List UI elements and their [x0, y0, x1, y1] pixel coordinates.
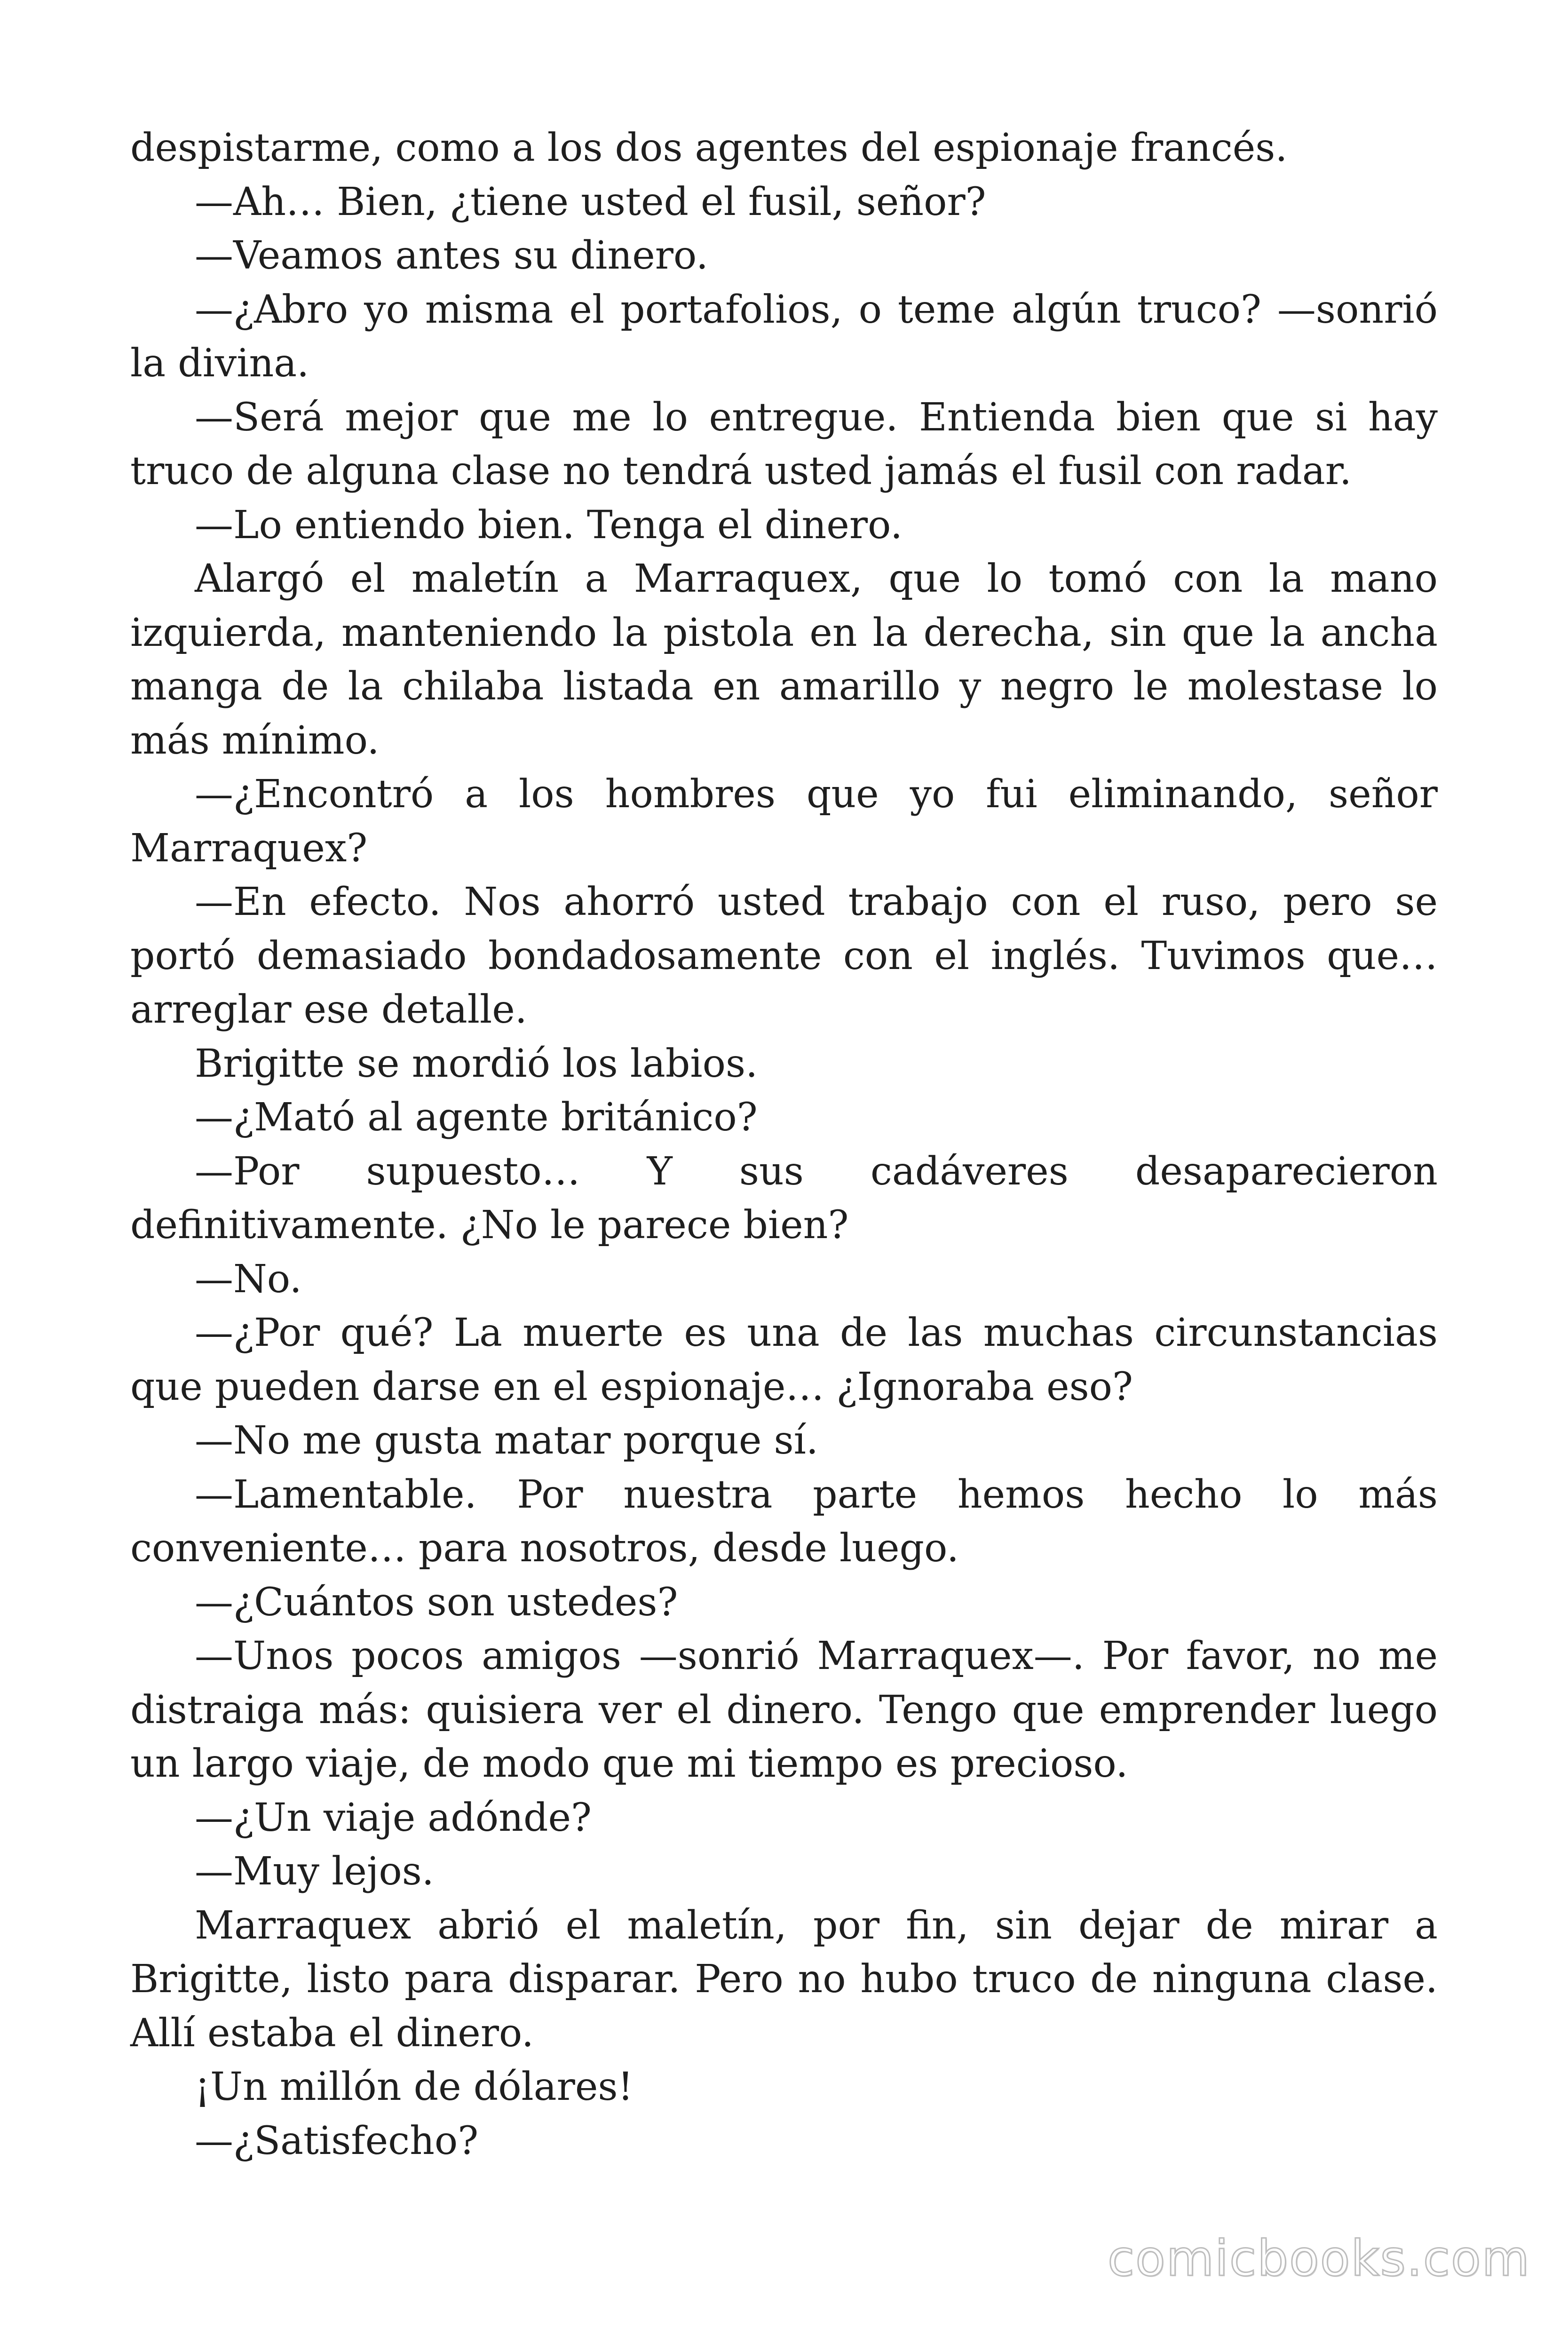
paragraph-2: —Ah… Bien, ¿tiene usted el fusil, señor?: [195, 179, 986, 224]
paragraph-17: —¿Cuántos son ustedes?: [195, 1580, 678, 1625]
paragraph-4: —¿Abro yo misma el portafolios, o teme algún truco? —sonrió la divina.: [130, 287, 1438, 386]
paragraph-11: —¿Mató al agente británico?: [195, 1095, 758, 1140]
paragraph-20: —Muy lejos.: [195, 1849, 434, 1894]
paragraph-3: —Veamos antes su dinero.: [195, 233, 708, 278]
paragraph-21: Marraquex abrió el maletín, por fin, sin dejar de mirar a Brigitte, listo para disparar. Pero no hubo truco de ninguna clase. Allí estaba el dinero.: [130, 1903, 1438, 2056]
paragraph-14: —¿Por qué? La muerte es una de las muchas circunstancias que pueden darse en el espionaje… ¿Ignoraba eso?: [130, 1311, 1438, 1409]
paragraph-1: despistarme, como a los dos agentes del espionaje francés.: [130, 126, 1288, 170]
paragraph-18: —Unos pocos amigos —sonrió Marraquex—. Por favor, no me distraiga más: quisiera ver el dinero. Tengo que emprender luego un largo viaje, de modo que mi tiempo es precioso.: [130, 1634, 1438, 1786]
paragraph-23: —¿Satisfecho?: [195, 2118, 479, 2163]
paragraph-12: —Por supuesto… Y sus cadáveres desaparecieron definitivamente. ¿No le parece bien?: [130, 1149, 1438, 1248]
paragraph-6: —Lo entiendo bien. Tenga el dinero.: [195, 502, 903, 548]
watermark: comicbooks.com: [1107, 2230, 1530, 2287]
paragraph-7: Alargó el maletín a Marraquex, que lo tomó con la mano izquierda, manteniendo la pistola en la derecha, sin que la ancha manga de la chilaba listada en amarillo y negro le molestase lo más mínimo.: [130, 556, 1438, 763]
paragraph-16: —Lamentable. Por nuestra parte hemos hecho lo más conveniente… para nosotros, desde luego.: [130, 1472, 1438, 1571]
paragraph-22: ¡Un millón de dólares!: [195, 2065, 634, 2109]
page-text: [130, 121, 1438, 2168]
paragraph-13: —No.: [195, 1256, 302, 1302]
paragraph-5: —Será mejor que me lo entregue. Entienda bien que si hay truco de alguna clase no tendrá usted jamás el fusil con radar.: [130, 395, 1438, 493]
paragraph-9: —En efecto. Nos ahorró usted trabajo con el ruso, pero se portó demasiado bondadosamente con el inglés. Tuvimos que… arreglar ese detalle.: [130, 880, 1438, 1032]
paragraph-8: —¿Encontró a los hombres que yo fui eliminando, señor Marraquex?: [130, 772, 1438, 871]
paragraph-19: —¿Un viaje adónde?: [195, 1795, 592, 1840]
paragraph-15: —No me gusta matar porque sí.: [195, 1418, 818, 1463]
paragraph-10: Brigitte se mordió los labios.: [195, 1041, 758, 1086]
